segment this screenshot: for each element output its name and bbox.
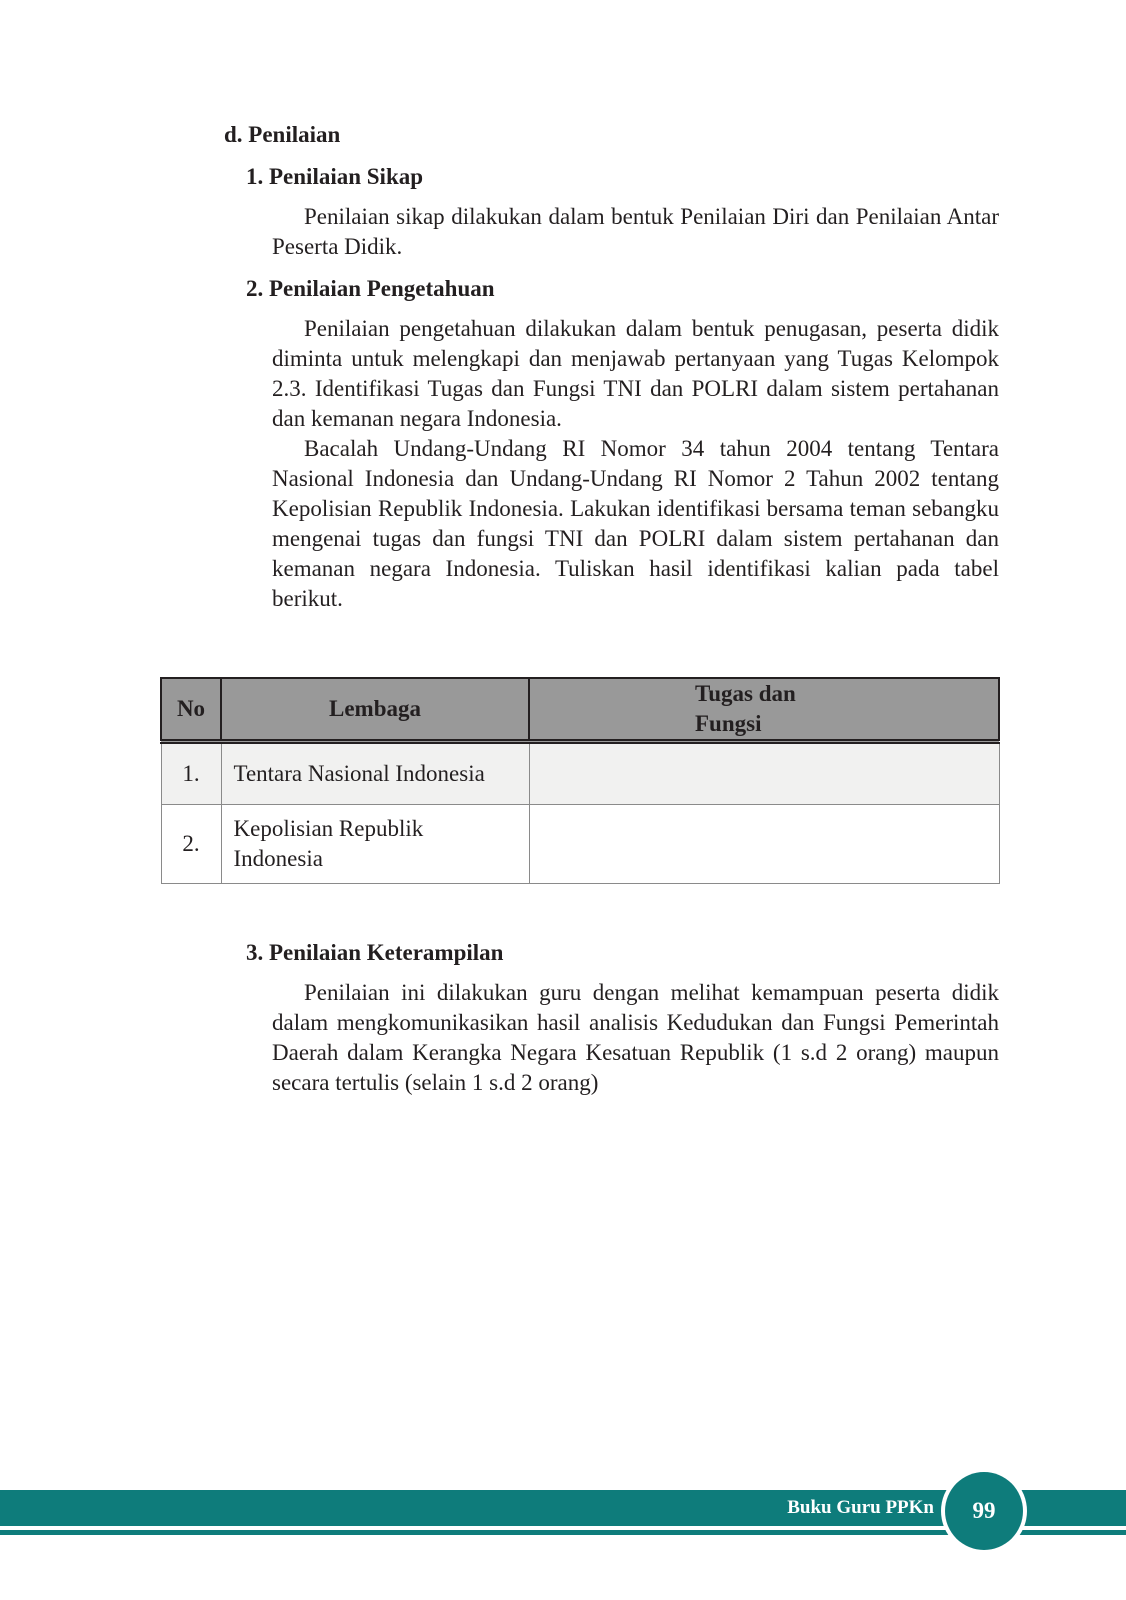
sikap-text: Penilaian sikap dilakukan dalam bentuk Penilaian Diri dan Penilaian Antar Peserta Didik. — [272, 204, 999, 259]
sikap-heading: 1. Penilaian Sikap — [246, 164, 424, 189]
page-number-badge — [945, 1472, 1023, 1550]
row-tugas — [529, 805, 999, 884]
footer-book-title: Buku Guru PPKn — [787, 1497, 934, 1518]
row-lembaga-line2: Indonesia — [233, 846, 323, 871]
page-number: 99 — [972, 1498, 996, 1523]
table-row — [161, 805, 999, 884]
header-tugas-line2: Fungsi — [695, 711, 762, 736]
header-lembaga: Lembaga — [221, 678, 529, 742]
pengetahuan-paragraphs — [272, 314, 999, 614]
row-lembaga — [221, 805, 529, 884]
pengetahuan-text-1: Penilaian pengetahuan dilakukan dalam bentuk penugasan, peserta didik diminta untuk melengkapi dan menjawab pertanyaan yang Tugas Kelompok 2.3. Identifikasi Tugas dan Fungsi TNI dan POLRI dalam sistem pertahanan dan kemanan negara Indonesia. — [272, 316, 999, 431]
sikap-paragraph — [272, 202, 999, 262]
row-lembaga: Tentara Nasional Indonesia — [221, 742, 529, 805]
lembaga-table — [160, 677, 1000, 884]
pengetahuan-heading: 2. Penilaian Pengetahuan — [246, 276, 495, 301]
header-tugas-fungsi — [529, 678, 999, 742]
keterampilan-heading: 3. Penilaian Keterampilan — [246, 940, 504, 965]
row-tugas — [529, 742, 999, 805]
keterampilan-text: Penilaian ini dilakukan guru dengan melihat kemampuan peserta didik dalam mengkomunikasikan hasil analisis Kedudukan dan Fungsi Pemerintah Daerah dalam Kerangka Negara Kesatuan Republik (1 s.d 2 orang) maupun secara tertulis (selain 1 s.d 2 orang) — [272, 980, 999, 1095]
row-lembaga-line1: Kepolisian Republik — [233, 816, 424, 841]
row-number: 2. — [161, 805, 221, 884]
keterampilan-paragraph — [272, 978, 999, 1098]
header-no: No — [161, 678, 221, 742]
header-tugas-line1: Tugas dan — [695, 681, 796, 706]
table-row — [161, 742, 999, 805]
row-number: 1. — [161, 742, 221, 805]
pengetahuan-text-2: Bacalah Undang-Undang RI Nomor 34 tahun 2004 tentang Tentara Nasional Indonesia dan Undang-Undang RI Nomor 2 Tahun 2002 tentang Kepolisian Republik Indonesia. Lakukan identifikasi bersama teman sebangku mengenai tugas dan fungsi TNI dan POLRI dalam sistem pertahanan dan kemanan negara Indonesia. Tuliskan hasil identifikasi kalian pada tabel berikut. — [272, 436, 999, 611]
section-heading: d. Penilaian — [224, 122, 341, 147]
table-header-row — [161, 678, 999, 742]
